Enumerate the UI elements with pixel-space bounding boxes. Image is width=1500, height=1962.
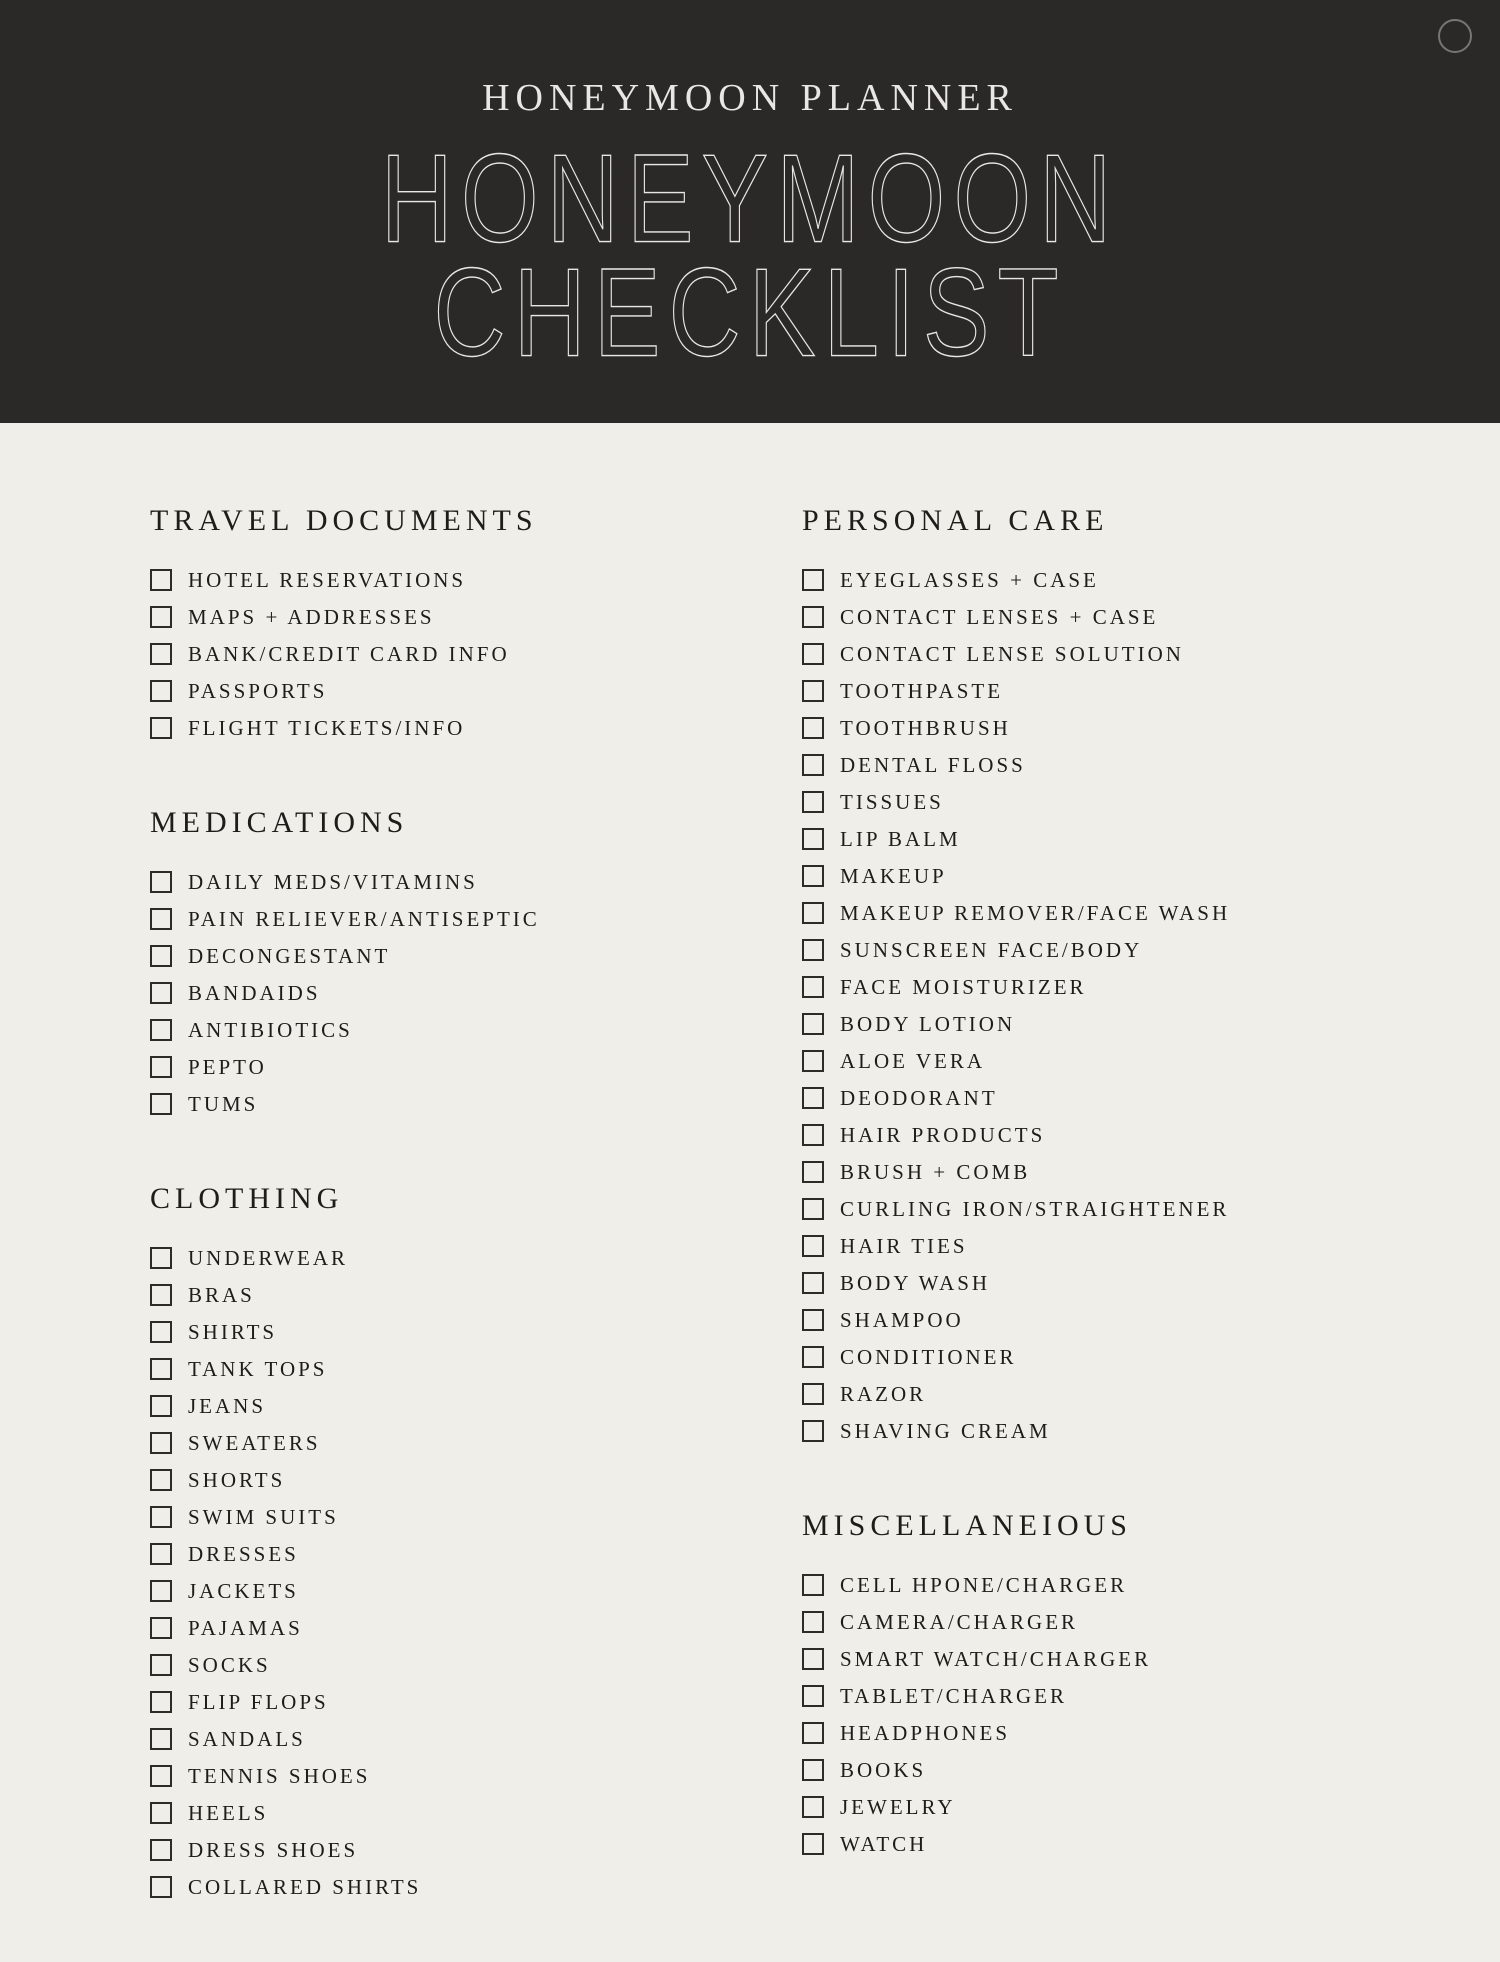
checkbox[interactable] (150, 1506, 172, 1528)
item-label: ANTIBIOTICS (188, 1017, 353, 1042)
section-title: MISCELLANEIOUS (802, 1509, 1132, 1542)
checklist-item (150, 1543, 802, 1565)
item-label: SMART WATCH/CHARGER (840, 1646, 1152, 1671)
checkbox[interactable] (150, 982, 172, 1004)
checkbox[interactable] (802, 1722, 824, 1744)
checklist-item (802, 1087, 1230, 1109)
checklist-item (150, 1321, 802, 1343)
checklist-item (802, 1124, 1230, 1146)
checklist-item (150, 1019, 802, 1041)
checkbox[interactable] (150, 1617, 172, 1639)
header-banner (0, 0, 1500, 423)
item-label: DRESS SHOES (188, 1837, 359, 1862)
checklist-item (150, 680, 802, 702)
item-label: SWEATERS (188, 1430, 321, 1455)
checklist-item (150, 1247, 802, 1269)
checkbox[interactable] (802, 1272, 824, 1294)
checkbox[interactable] (802, 1611, 824, 1633)
checklist-item (150, 1395, 802, 1417)
checklist-item (150, 1765, 802, 1787)
item-label: MAKEUP REMOVER/FACE WASH (840, 900, 1231, 925)
item-label: TANK TOPS (188, 1356, 328, 1381)
checkbox[interactable] (150, 908, 172, 930)
item-label: UNDERWEAR (188, 1245, 348, 1270)
checkbox[interactable] (802, 1685, 824, 1707)
checkbox[interactable] (802, 791, 824, 813)
checklist-item (802, 828, 1230, 850)
checkbox[interactable] (150, 680, 172, 702)
checklist-item (150, 643, 802, 665)
item-label: BRUSH + COMB (840, 1159, 1031, 1184)
item-label: JEANS (188, 1393, 267, 1418)
checklist-item (150, 1469, 802, 1491)
item-label: HAIR TIES (840, 1233, 968, 1258)
checkbox[interactable] (802, 1087, 824, 1109)
checkbox[interactable] (150, 1093, 172, 1115)
checklist-item (802, 1272, 1230, 1294)
right-column (802, 501, 1230, 1962)
checklist-item (802, 754, 1230, 776)
checkbox[interactable] (802, 1648, 824, 1670)
checklist-item (150, 982, 802, 1004)
item-label: BODY WASH (840, 1270, 991, 1295)
checklist-item (802, 1833, 1230, 1855)
section-miscellaneious (802, 1506, 1230, 1855)
item-label: SHORTS (188, 1467, 286, 1492)
item-label: CONTACT LENSE SOLUTION (840, 641, 1184, 666)
section-title: MEDICATIONS (150, 806, 409, 839)
section-title: TRAVEL DOCUMENTS (150, 504, 538, 537)
section-items (150, 871, 802, 1115)
checkbox[interactable] (150, 1056, 172, 1078)
checklist-item (802, 1574, 1230, 1596)
item-label: SANDALS (188, 1726, 306, 1751)
item-label: TISSUES (840, 789, 944, 814)
section-items (802, 1574, 1230, 1855)
item-label: BANDAIDS (188, 980, 321, 1005)
checkbox[interactable] (150, 1876, 172, 1898)
checkbox[interactable] (150, 606, 172, 628)
item-label: MAPS + ADDRESSES (188, 604, 435, 629)
item-label: CONDITIONER (840, 1344, 1017, 1369)
checklist-item (802, 976, 1230, 998)
left-column (150, 501, 802, 1962)
item-label: FLIGHT TICKETS/INFO (188, 715, 466, 740)
checklist-item (802, 1013, 1230, 1035)
checkbox[interactable] (802, 828, 824, 850)
item-label: HOTEL RESERVATIONS (188, 567, 467, 592)
checklist-item (802, 1648, 1230, 1670)
checkbox[interactable] (802, 1309, 824, 1331)
checkbox[interactable] (150, 1284, 172, 1306)
checklist-item (802, 1685, 1230, 1707)
checkbox[interactable] (150, 1019, 172, 1041)
checkbox[interactable] (802, 643, 824, 665)
checklist-item (802, 1235, 1230, 1257)
item-label: PEPTO (188, 1054, 267, 1079)
checklist-item (802, 606, 1230, 628)
checkbox[interactable] (802, 1346, 824, 1368)
section-personal-care (802, 501, 1230, 1442)
checkbox[interactable] (150, 569, 172, 591)
checkbox[interactable] (150, 1543, 172, 1565)
item-label: SWIM SUITS (188, 1504, 339, 1529)
page-title (0, 129, 1500, 383)
item-label: SHAMPOO (840, 1307, 964, 1332)
item-label: LIP BALM (840, 826, 961, 851)
item-label: PAJAMAS (188, 1615, 303, 1640)
checkbox[interactable] (150, 1321, 172, 1343)
item-label: HEADPHONES (840, 1720, 1011, 1745)
checklist-item (150, 1617, 802, 1639)
checklist-item (150, 569, 802, 591)
checklist-item (802, 1796, 1230, 1818)
item-label: TABLET/CHARGER (840, 1683, 1067, 1708)
item-label: DECONGESTANT (188, 943, 391, 968)
item-label: DEODORANT (840, 1085, 998, 1110)
checklist-item (150, 945, 802, 967)
checkbox[interactable] (802, 1420, 824, 1442)
checkbox[interactable] (150, 1654, 172, 1676)
item-label: SUNSCREEN FACE/BODY (840, 937, 1143, 962)
checklist-item (150, 1056, 802, 1078)
item-label: BOOKS (840, 1757, 927, 1782)
item-label: WATCH (840, 1831, 928, 1856)
checklist-item (802, 717, 1230, 739)
checkbox[interactable] (802, 865, 824, 887)
checklist-item (802, 1383, 1230, 1405)
item-label: CURLING IRON/STRAIGHTENER (840, 1196, 1230, 1221)
checkbox[interactable] (802, 1796, 824, 1818)
item-label: FLIP FLOPS (188, 1689, 329, 1714)
section-items (150, 1247, 802, 1898)
section-title: PERSONAL CARE (802, 504, 1109, 537)
checklist-item (802, 1722, 1230, 1744)
item-label: CONTACT LENSES + CASE (840, 604, 1159, 629)
page-title-line1: HONEYMOON (380, 129, 1120, 269)
checkbox[interactable] (150, 871, 172, 893)
checklist-item (150, 1432, 802, 1454)
checklist-item (150, 717, 802, 739)
checkbox[interactable] (802, 902, 824, 924)
checkbox[interactable] (802, 606, 824, 628)
section-title: CLOTHING (150, 1182, 344, 1215)
checklist-item (802, 939, 1230, 961)
checklist-item (150, 1728, 802, 1750)
checklist-item (802, 1420, 1230, 1442)
section-items (802, 569, 1230, 1442)
checkbox[interactable] (802, 754, 824, 776)
checklist-item (150, 1506, 802, 1528)
item-label: BODY LOTION (840, 1011, 1016, 1036)
checklist-item (802, 791, 1230, 813)
checklist-item (150, 1802, 802, 1824)
checkbox[interactable] (802, 680, 824, 702)
item-label: BANK/CREDIT CARD INFO (188, 641, 510, 666)
checklist-item (150, 1284, 802, 1306)
item-label: EYEGLASSES + CASE (840, 567, 1099, 592)
item-label: SHAVING CREAM (840, 1418, 1051, 1443)
checkbox[interactable] (150, 1358, 172, 1380)
checklist-item (802, 1161, 1230, 1183)
checkbox[interactable] (150, 1432, 172, 1454)
checklist-item (802, 1050, 1230, 1072)
item-label: JACKETS (188, 1578, 299, 1603)
checkbox[interactable] (150, 643, 172, 665)
checkbox[interactable] (802, 976, 824, 998)
circle-outline-icon (1438, 19, 1472, 53)
item-label: PASSPORTS (188, 678, 328, 703)
checklist-item (150, 1093, 802, 1115)
checklist-item (802, 1309, 1230, 1331)
checklist-item (150, 606, 802, 628)
checkbox[interactable] (802, 1759, 824, 1781)
checkbox[interactable] (150, 1839, 172, 1861)
checkbox[interactable] (150, 1728, 172, 1750)
checklist-item (802, 569, 1230, 591)
item-label: DENTAL FLOSS (840, 752, 1026, 777)
checkbox[interactable] (802, 1235, 824, 1257)
checkbox[interactable] (802, 717, 824, 739)
item-label: SHIRTS (188, 1319, 278, 1344)
checklist-item (802, 1611, 1230, 1633)
page-title-line2: CHECKLIST (433, 243, 1067, 383)
checkbox[interactable] (150, 1802, 172, 1824)
checklist-item (802, 680, 1230, 702)
item-label: ALOE VERA (840, 1048, 986, 1073)
checkbox[interactable] (150, 1395, 172, 1417)
header-eyebrow: HONEYMOON PLANNER (482, 77, 1018, 119)
checkbox[interactable] (802, 1198, 824, 1220)
checklist-item (150, 1876, 802, 1898)
checkbox[interactable] (150, 717, 172, 739)
item-label: CAMERA/CHARGER (840, 1609, 1079, 1634)
checklist-item (150, 1691, 802, 1713)
item-label: DRESSES (188, 1541, 299, 1566)
checkbox[interactable] (150, 1247, 172, 1269)
checkbox[interactable] (802, 1383, 824, 1405)
item-label: HAIR PRODUCTS (840, 1122, 1046, 1147)
checkbox[interactable] (802, 1574, 824, 1596)
checklist-item (150, 1839, 802, 1861)
checkbox[interactable] (802, 1124, 824, 1146)
item-label: COLLARED SHIRTS (188, 1874, 422, 1899)
item-label: TOOTHPASTE (840, 678, 1004, 703)
checkbox[interactable] (150, 945, 172, 967)
checklist-item (802, 1759, 1230, 1781)
checklist-item (802, 1198, 1230, 1220)
checklist-item (150, 1654, 802, 1676)
checkbox[interactable] (802, 1161, 824, 1183)
section-items (150, 569, 802, 739)
checklist-content (0, 423, 1500, 1962)
checklist-item (150, 908, 802, 930)
checkbox[interactable] (150, 1765, 172, 1787)
item-label: TENNIS SHOES (188, 1763, 371, 1788)
checkbox[interactable] (802, 569, 824, 591)
checklist-item (150, 1358, 802, 1380)
checklist-item (802, 643, 1230, 665)
checklist-item (802, 1346, 1230, 1368)
item-label: MAKEUP (840, 863, 947, 888)
item-label: SOCKS (188, 1652, 271, 1677)
section-medications (150, 803, 802, 1115)
checkbox[interactable] (802, 1050, 824, 1072)
checklist-item (150, 871, 802, 893)
checkbox[interactable] (150, 1580, 172, 1602)
item-label: TOOTHBRUSH (840, 715, 1011, 740)
section-clothing (150, 1179, 802, 1898)
checklist-item (150, 1580, 802, 1602)
item-label: FACE MOISTURIZER (840, 974, 1087, 999)
section-travel-documents (150, 501, 802, 739)
item-label: CELL HPONE/CHARGER (840, 1572, 1128, 1597)
checkbox[interactable] (802, 939, 824, 961)
item-label: DAILY MEDS/VITAMINS (188, 869, 478, 894)
item-label: BRAS (188, 1282, 255, 1307)
checkbox[interactable] (150, 1469, 172, 1491)
item-label: TUMS (188, 1091, 259, 1116)
item-label: PAIN RELIEVER/ANTISEPTIC (188, 906, 540, 931)
item-label: HEELS (188, 1800, 269, 1825)
checkbox[interactable] (150, 1691, 172, 1713)
checklist-item (802, 902, 1230, 924)
item-label: RAZOR (840, 1381, 927, 1406)
checkbox[interactable] (802, 1013, 824, 1035)
item-label: JEWELRY (840, 1794, 956, 1819)
checklist-item (802, 865, 1230, 887)
checkbox[interactable] (802, 1833, 824, 1855)
